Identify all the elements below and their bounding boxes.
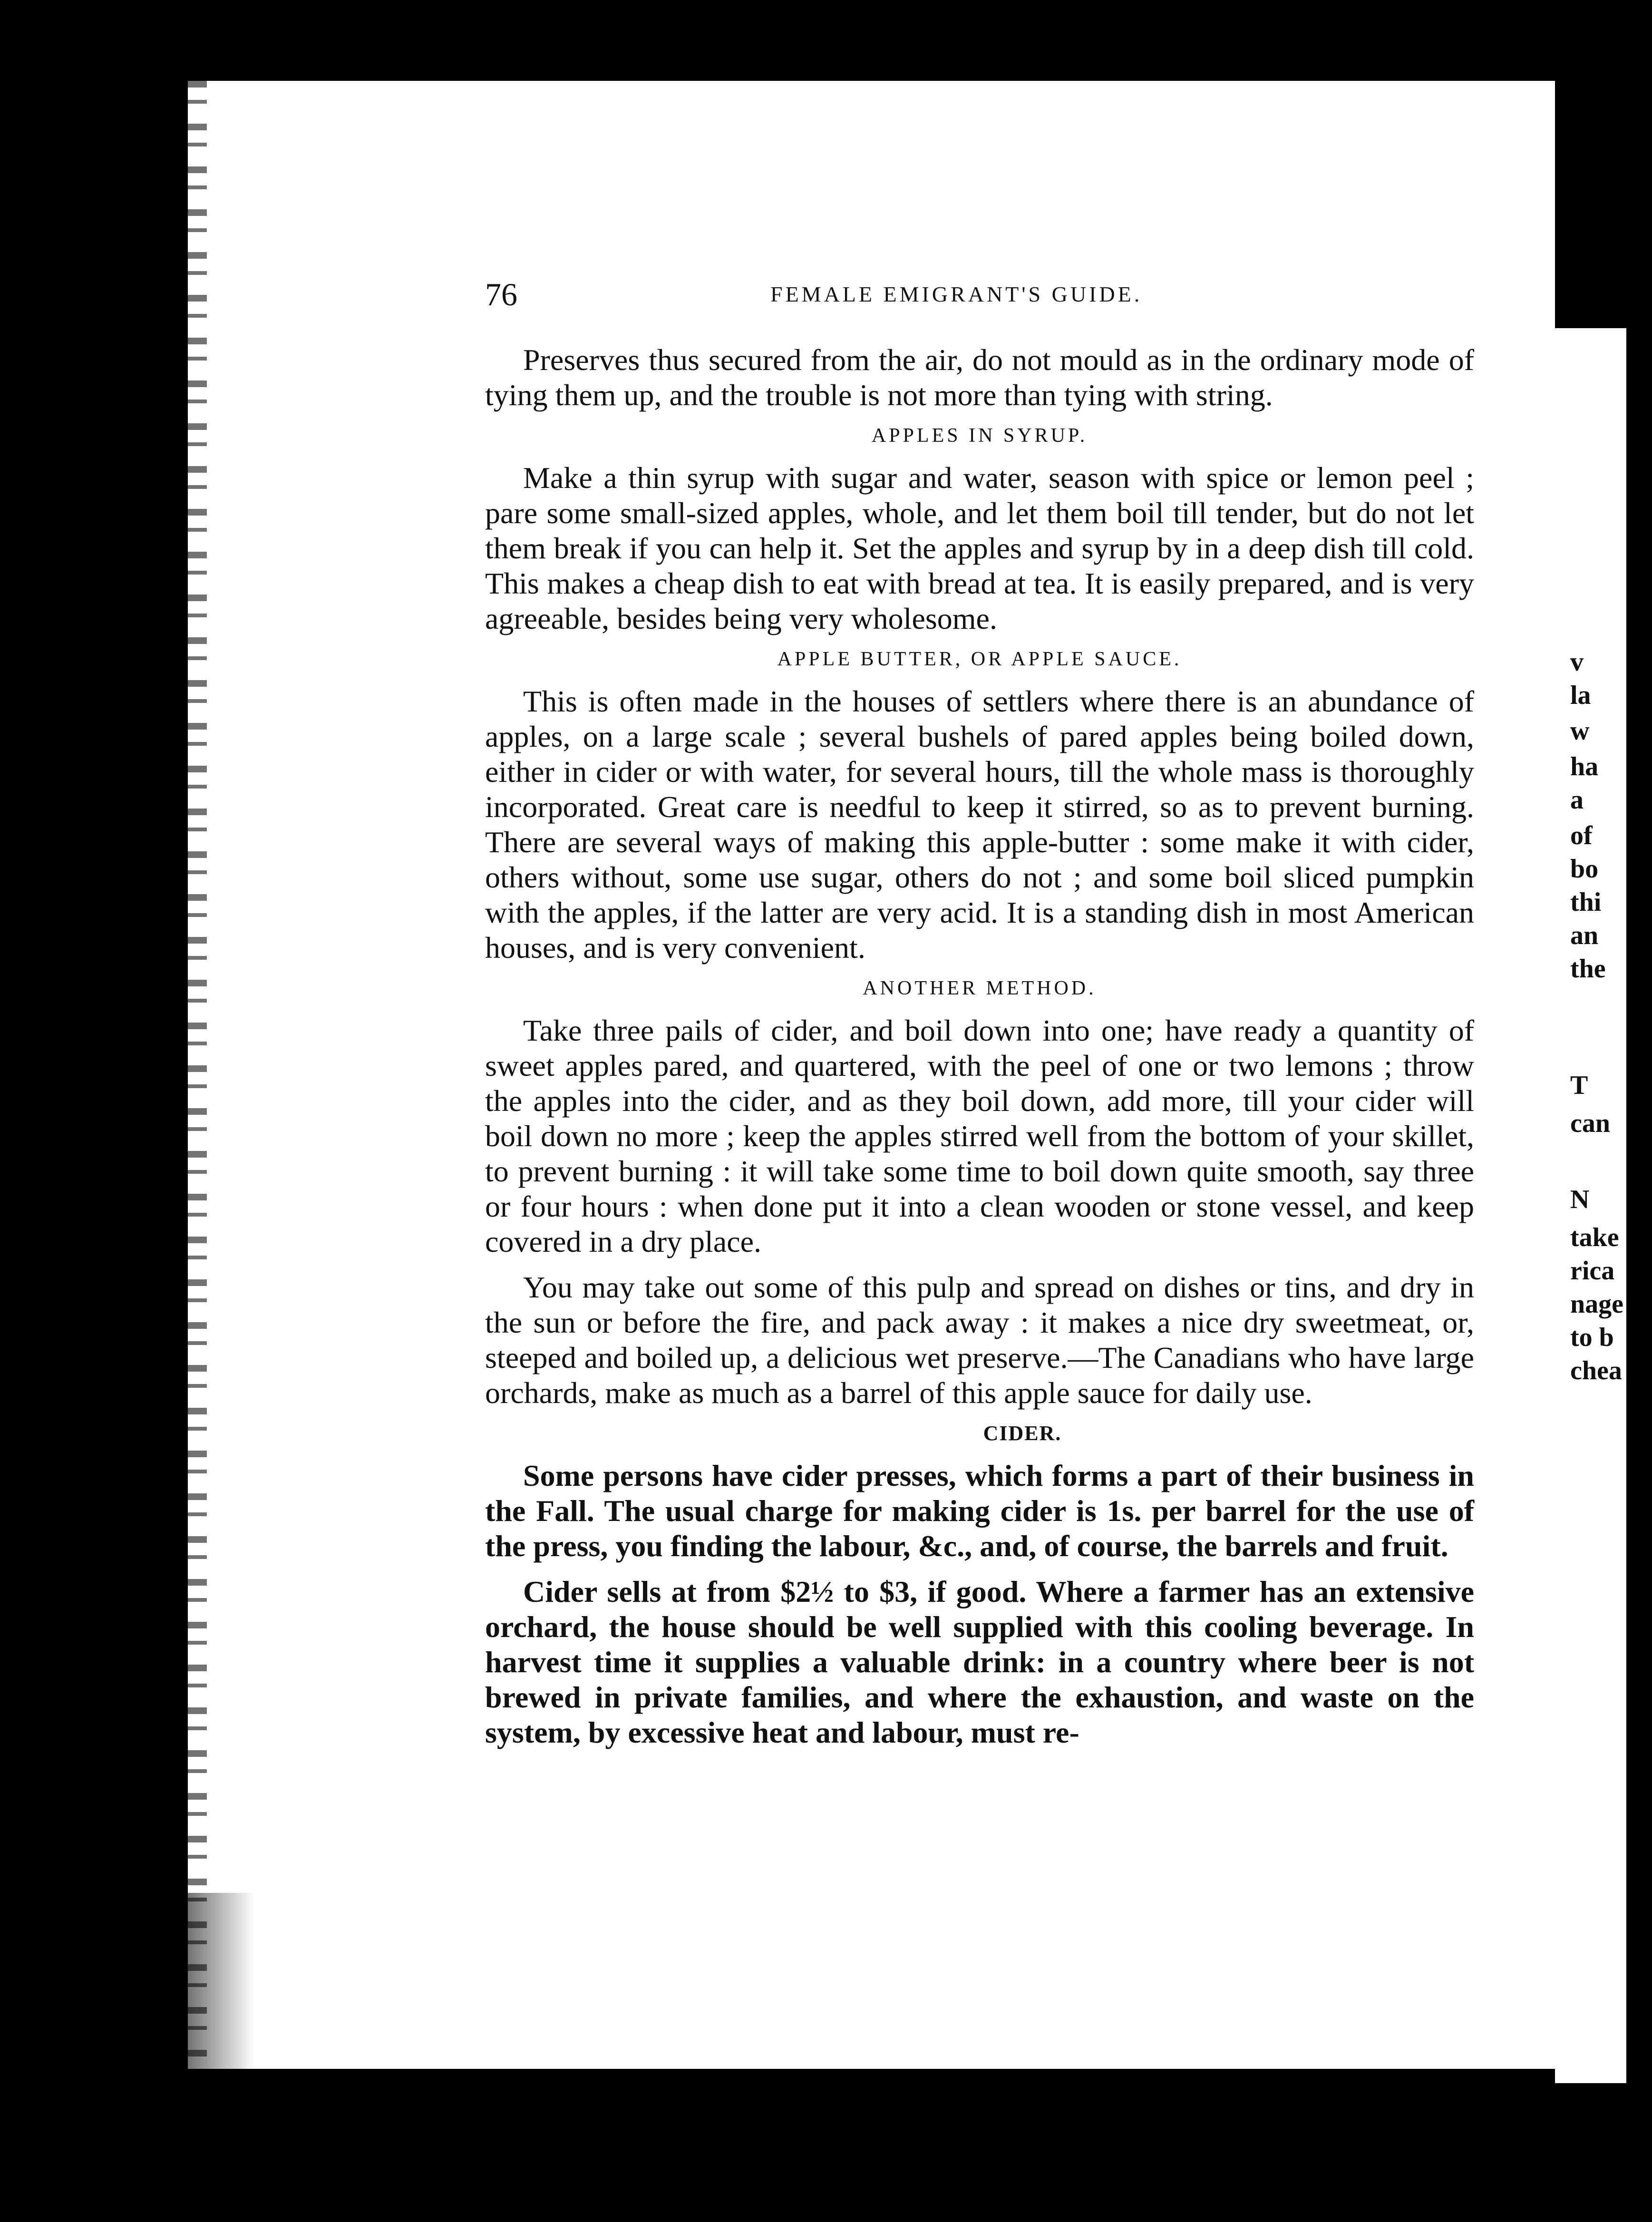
facing-fragment: chea [1570,1356,1622,1385]
page-header [485,276,1236,314]
section-title: APPLES IN SYRUP. [871,425,1088,447]
facing-fragment: an [1570,921,1599,950]
facing-fragment: the [1570,954,1606,984]
paragraph: Make a thin syrup with sugar and water, season with spice or lemon peel ; pare some small-sized apples, whole, and let them boil till tender, but do not let them break if you can help it. Set the apples and syrup by in a deep dish till cold. This makes a cheap dish to eat with bread at tea. It is easily prepared, and is very agreeable, besides being very wholesome. [485,461,1474,635]
scan-binding-edge [188,81,207,2069]
page-number: 76 [485,276,517,312]
facing-fragment: ha [1570,752,1599,781]
paragraph: Take three pails of cider, and boil down into one; have ready a quantity of sweet apples pared, and quartered, with the peel of one or two lemons ; throw the apples into the cider, and as they boil down, add more, till your cider will boil down no more ; keep the apples stirred well from the bottom of your skillet, to prevent burning : it will take some time to boil down quite smooth, say three or four hours : when done put it into a clean wooden or stone vessel, and keep covered in a dry place. [485,1014,1474,1258]
facing-fragment: T [1570,1071,1588,1100]
facing-fragment: can [1570,1109,1610,1138]
facing-fragment: a [1570,785,1584,815]
page-body [485,342,1474,1761]
facing-fragment: bo [1570,854,1599,884]
facing-fragment: la [1570,681,1591,710]
facing-fragment: to b [1570,1323,1614,1352]
facing-fragment: nage [1570,1289,1623,1319]
paragraph: Cider sells at from $2½ to $3, if good. Where a farmer has an extensive orchard, the house should be well supplied with this cooling beverage. In harvest time it supplies a valuable drink: in a country where beer is not brewed in private families, and where the exhaustion, and waste on the system, by excessive heat and labour, must re- [485,1575,1474,1749]
facing-page-strip [1555,328,1626,2083]
paragraph: Preserves thus secured from the air, do not mould as in the ordinary mode of tying them up, and the trouble is not more than tying with string. [485,343,1474,412]
facing-fragment: N [1570,1185,1590,1214]
paragraph: Some persons have cider presses, which forms a part of their business in the Fall. The usual charge for making cider is 1s. per barrel for the use of the press, you finding the labour, &c., and, of course, the barrels and fruit. [485,1459,1474,1563]
facing-fragment: w [1570,716,1590,746]
section-title: ANOTHER METHOD. [863,977,1097,999]
paragraph: This is often made in the houses of settlers where there is an abundance of apples, on a large scale ; several bushels of pared apples being boiled down, either in cider or with water, for several hours, till the whole mass is thoroughly incorporated. Great care is needful to keep it stirred, so as to prevent burning. There are several ways of making this apple-butter : some make it with cider, others without, some use sugar, others do not ; and some boil sliced pumpkin with the apples, if the latter are very acid. It is a standing dish in most American houses, and is very convenient. [485,684,1474,965]
facing-fragment: take [1570,1223,1619,1252]
page-shadow [188,1893,254,2069]
facing-fragment: of [1570,821,1593,850]
facing-fragment: rica [1570,1256,1615,1286]
paragraph: You may take out some of this pulp and spread on dishes or tins, and dry in the sun or before the fire, and pack away : it makes a nice dry sweetmeat, or, steeped and boiled up, a delicious wet preserve.—The Canadians who have large orchards, make as much as a barrel of this apple sauce for daily use. [485,1270,1474,1410]
section-title: CIDER. [983,1422,1062,1445]
facing-fragment: thi [1570,887,1602,917]
running-head: FEMALE EMIGRANT'S GUIDE. [770,282,1143,306]
facing-fragment: v [1570,647,1584,677]
section-title: APPLE BUTTER, OR APPLE SAUCE. [777,648,1182,670]
